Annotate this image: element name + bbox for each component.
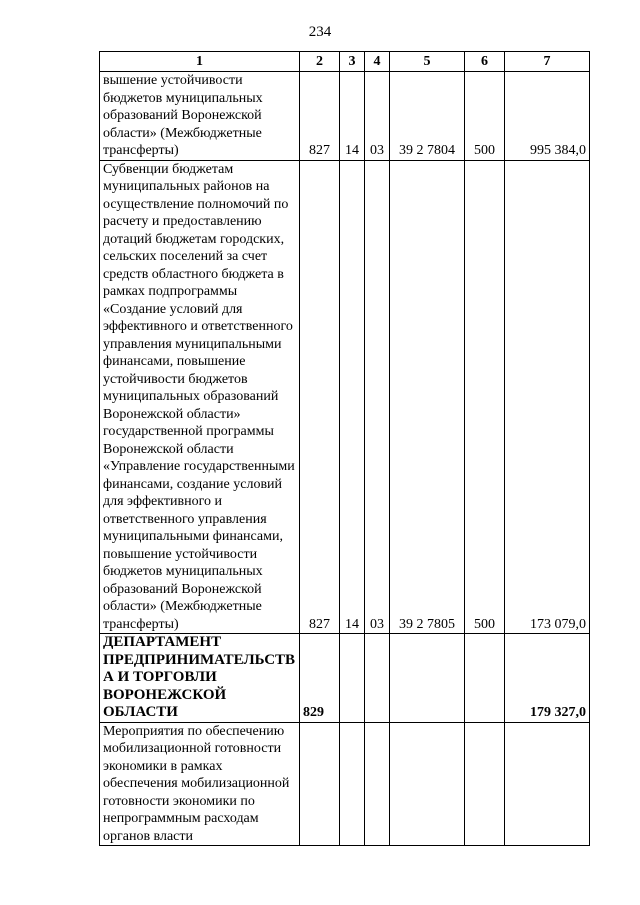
header-col-7: 7 [505, 52, 590, 72]
row-col-4 [365, 634, 390, 723]
row-col-7: 179 327,0 [505, 634, 590, 723]
row-col-7: 995 384,0 [505, 72, 590, 161]
row-col-2 [300, 722, 340, 846]
table-row [100, 722, 590, 846]
table-row [100, 160, 590, 634]
row-col-4: 03 [365, 72, 390, 161]
row-col-2: 827 [300, 72, 340, 161]
budget-table [99, 51, 590, 846]
row-col-2: 829 [300, 634, 340, 723]
row-description: вышение устойчивости бюджетов муниципальных образований Воронежской области» (Межбюджетные трансферты) [100, 72, 300, 161]
row-col-2: 827 [300, 160, 340, 634]
row-col-5 [390, 634, 465, 723]
table-row [100, 634, 590, 723]
row-col-4 [365, 722, 390, 846]
header-col-6: 6 [465, 52, 505, 72]
header-col-5: 5 [390, 52, 465, 72]
row-description: Субвенции бюджетам муниципальных районов на осуществление полномочий по расчету и предоставлению дотаций бюджетам городских, сельских поселений за счет средств областного бюджета в рамках подпрограммы «Создание условий для эффективного и ответственного управления муниципальными финансами, повышение устойчивости бюджетов муниципальных образований Воронежской области» государственной программы Воронежской области «Управление государственными финансами, создание условий для эффективного и ответственного управления муниципальными финансами, повышение устойчивости бюджетов муниципальных образований Воронежской области» (Межбюджетные трансферты) [100, 160, 300, 634]
table-header-row [100, 52, 590, 72]
header-col-2: 2 [300, 52, 340, 72]
page-number: 234 [308, 24, 332, 40]
row-col-6 [465, 634, 505, 723]
row-col-5: 39 2 7804 [390, 72, 465, 161]
header-col-3: 3 [340, 52, 365, 72]
row-col-5: 39 2 7805 [390, 160, 465, 634]
row-col-3: 14 [340, 160, 365, 634]
row-col-3 [340, 722, 365, 846]
row-col-3: 14 [340, 72, 365, 161]
table-row [100, 72, 590, 161]
row-description: Мероприятия по обеспечению мобилизационной готовности экономики в рамках обеспечения мобилизационной готовности экономики по непрограммным расходам органов власти [100, 722, 300, 846]
row-col-4: 03 [365, 160, 390, 634]
header-col-4: 4 [365, 52, 390, 72]
row-col-3 [340, 634, 365, 723]
row-col-6: 500 [465, 160, 505, 634]
row-col-5 [390, 722, 465, 846]
row-col-7 [505, 722, 590, 846]
header-col-1: 1 [100, 52, 300, 72]
row-description: ДЕПАРТАМЕНТ ПРЕДПРИНИМАТЕЛЬСТВА И ТОРГОВЛИ ВОРОНЕЖСКОЙ ОБЛАСТИ [100, 634, 300, 723]
row-col-6 [465, 722, 505, 846]
row-col-6: 500 [465, 72, 505, 161]
row-col-7: 173 079,0 [505, 160, 590, 634]
